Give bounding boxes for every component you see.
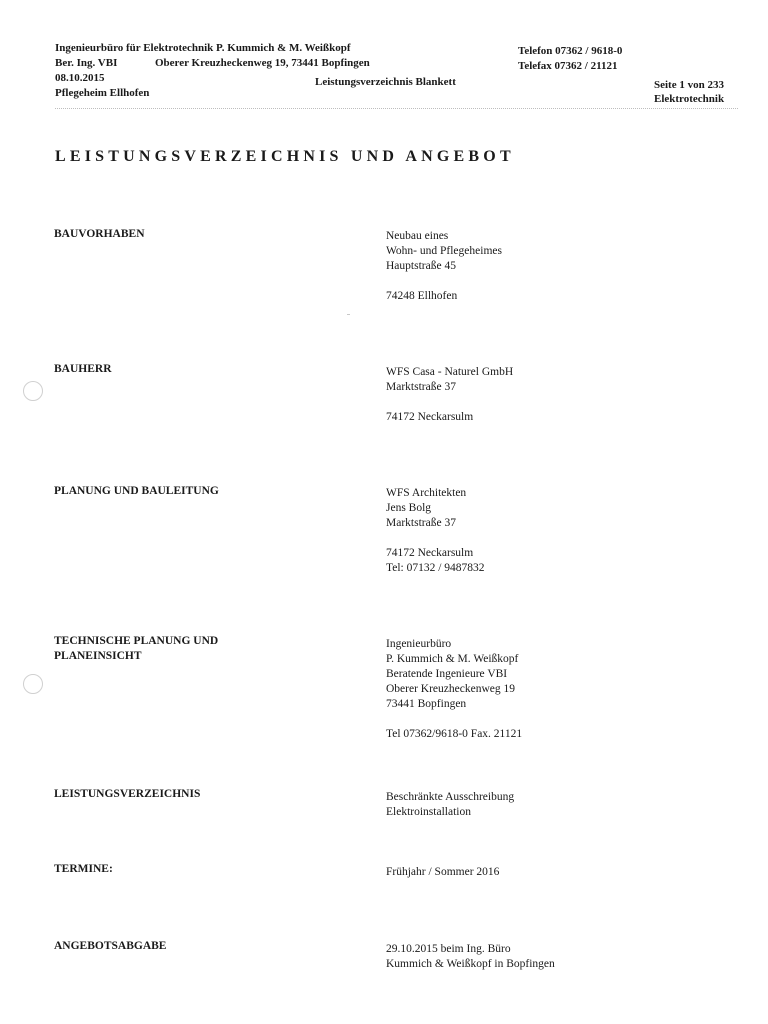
- value-technische-planung: [386, 637, 726, 742]
- value-line: 29.10.2015 beim Ing. Büro: [386, 943, 511, 955]
- value-line: Beschränkte Ausschreibung: [386, 791, 515, 803]
- value-line: WFS Casa - Naturel GmbH: [386, 366, 514, 378]
- value-planung-bauleitung: [386, 486, 726, 576]
- value-line: Oberer Kreuzheckenweg 19: [386, 683, 515, 695]
- header-telefon: Telefon 07362 / 9618-0: [518, 45, 623, 57]
- label-bauherr: BAUHERR: [54, 363, 112, 375]
- value-line: Elektroinstallation: [386, 806, 471, 818]
- value-line: Jens Bolg: [386, 502, 432, 514]
- value-bauherr: [386, 365, 726, 425]
- label-leistungsverzeichnis: LEISTUNGSVERZEICHNIS: [54, 788, 201, 800]
- label-bauvorhaben: BAUVORHABEN: [54, 228, 145, 240]
- header-ber-ing: Ber. Ing. VBI: [55, 57, 118, 69]
- value-line: Marktstraße 37: [386, 381, 456, 393]
- header-page-number: Seite 1 von 233: [654, 79, 724, 91]
- value-line: Tel 07362/9618-0 Fax. 21121: [386, 728, 523, 740]
- punch-hole: [23, 674, 43, 694]
- value-line: 74172 Neckarsulm: [386, 547, 474, 559]
- punch-hole: [23, 381, 43, 401]
- page-title: LEISTUNGSVERZEICHNIS UND ANGEBOT: [55, 148, 515, 165]
- label-line: PLANEINSICHT: [54, 650, 142, 662]
- value-line: Wohn- und Pflegeheimes: [386, 245, 502, 257]
- label-line: TECHNISCHE PLANUNG UND: [54, 635, 219, 647]
- value-angebotsabgabe: [386, 942, 726, 972]
- value-line: WFS Architekten: [386, 487, 467, 499]
- value-line: Marktstraße 37: [386, 517, 456, 529]
- scan-speck: [347, 314, 350, 315]
- header-date: 08.10.2015: [55, 72, 105, 84]
- value-line: Hauptstraße 45: [386, 260, 456, 272]
- header-divider: [55, 108, 738, 109]
- header-section: Elektrotechnik: [654, 93, 725, 105]
- value-termine: [386, 865, 726, 880]
- header-address: Oberer Kreuzheckenweg 19, 73441 Bopfingen: [155, 57, 370, 69]
- value-line: Ingenieurbüro: [386, 638, 452, 650]
- label-angebotsabgabe: ANGEBOTSABGABE: [54, 940, 167, 952]
- value-line: Kummich & Weißkopf in Bopfingen: [386, 958, 555, 970]
- label-planung-bauleitung: PLANUNG UND BAULEITUNG: [54, 485, 219, 497]
- value-line: Neubau eines: [386, 230, 449, 242]
- header-telefax: Telefax 07362 / 21121: [518, 60, 618, 72]
- header-office: Ingenieurbüro für Elektrotechnik P. Kummich & M. Weißkopf: [55, 42, 351, 54]
- header-project: Pflegeheim Ellhofen: [55, 87, 150, 99]
- value-bauvorhaben: [386, 229, 726, 304]
- value-line: P. Kummich & M. Weißkopf: [386, 653, 519, 665]
- value-line: Tel: 07132 / 9487832: [386, 562, 485, 574]
- value-line: Frühjahr / Sommer 2016: [386, 866, 500, 878]
- value-line: Beratende Ingenieure VBI: [386, 668, 508, 680]
- value-line: 74172 Neckarsulm: [386, 411, 474, 423]
- value-leistungsverzeichnis: [386, 790, 726, 820]
- header-doc-type: Leistungsverzeichnis Blankett: [315, 76, 456, 88]
- value-line: 74248 Ellhofen: [386, 290, 458, 302]
- value-line: 73441 Bopfingen: [386, 698, 467, 710]
- label-technische-planung: [54, 634, 354, 664]
- label-termine: TERMINE:: [54, 863, 113, 875]
